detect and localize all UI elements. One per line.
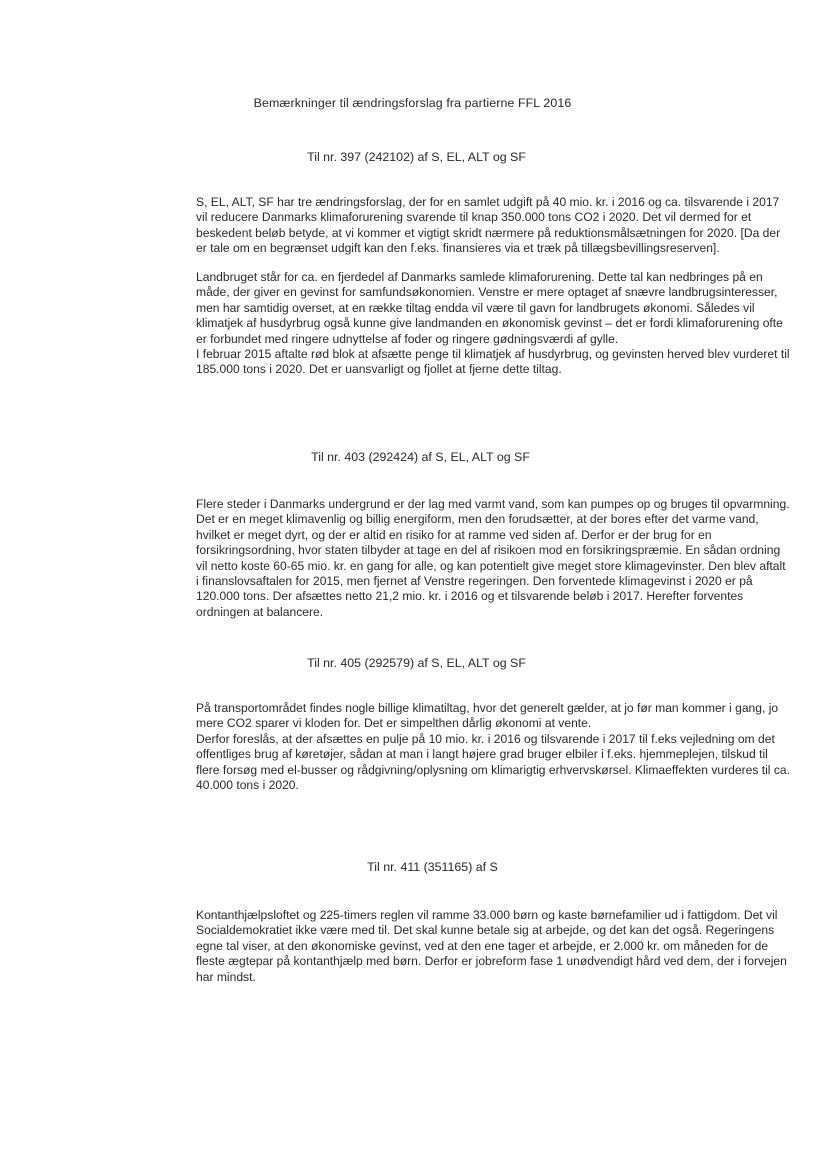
text-line: klimatjek af husdyrbrug også kunne give landmanden en økonomisk gevinst – det er fordi klimaforurening ofte — [196, 316, 783, 331]
text-line: offentliges brug af køretøjer, sådan at man i langt højere grad bruger elbiler i f.eks. hjemmeplejen, tilskud til — [196, 747, 768, 762]
paragraph — [196, 497, 790, 620]
text-line: 185.000 tons i 2020. Det er uansvarligt og fjollet at fjerne dette tiltag. — [196, 362, 562, 377]
text-line: har mindst. — [196, 969, 256, 984]
text-line: vil netto koste 60-65 mio. kr. en gang for alle, og kan potentielt give meget store klimagevinster. Den blev aftalt — [196, 558, 786, 573]
text-line: I februar 2015 aftalte rød blok at afsætte penge til klimatjek af husdyrbrug, og gevinsten herved blev vurderet til — [196, 347, 790, 362]
text-line: Flere steder i Danmarks undergrund er der lag med varmt vand, som kan pumpes op og bruges til opvarmning. — [196, 497, 790, 511]
text-line: På transportområdet findes nogle billige klimatiltag, hvor det generelt gælder, at jo før man kommer i gang, jo — [196, 701, 779, 715]
text-line: beskedent beløb betyde, at vi kommer et vigtigt skridt nærmere på reduktionsmålsætningen for 2020. [Da der — [196, 225, 781, 240]
text-line: egne tal viser, at den økonomiske gevinst, ved at den ene tager et arbejde, er 2.000 kr. om måneden for de — [196, 938, 769, 953]
section-heading: Til nr. 403 (292424) af S, EL, ALT og SF — [311, 450, 530, 464]
text-line: fleste ægtepar på kontanthjælp med børn. Derfor er jobreform fase 1 unødvendigt hård ved dem, der i forvejen — [196, 954, 787, 969]
section-heading: Til nr. 405 (292579) af S, EL, ALT og SF — [307, 656, 526, 670]
document-title: Bemærkninger til ændringsforslag fra partierne FFL 2016 — [253, 96, 572, 110]
text-line: måde, der giver en gevinst for samfundsøkonomien. Venstre er mere optaget af snævre landbrugsinteresser, — [196, 285, 778, 300]
section-heading: Til nr. 397 (242102) af S, EL, ALT og SF — [307, 150, 526, 164]
paragraph — [196, 908, 787, 985]
text-line: Kontanthjælpsloftet og 225-timers reglen vil ramme 33.000 børn og kaste børnefamilier ud i fattigdom. Det vil — [196, 908, 778, 922]
text-line: i finanslovsaftalen for 2015, men fjernet af Venstre regeringen. Den forventede klimagevinst i 2020 er på — [196, 574, 753, 589]
text-line: forsikringsordning, hvor staten tilbyder at tage en del af risikoen mod en forsikringspræmie. En sådan ordning — [196, 543, 781, 558]
paragraph — [196, 701, 790, 793]
text-line: er tale om en begrænset udgift kan den f.eks. finansieres via et træk på tillægsbevillingsreserven]. — [196, 241, 720, 256]
text-line: 40.000 tons i 2020. — [196, 778, 299, 793]
text-line: ordningen at balancere. — [196, 604, 324, 619]
paragraph — [196, 195, 781, 257]
text-line: Derfor foreslås, at der afsættes en pulje på 10 mio. kr. i 2016 og tilsvarende i 2017 til f.eks vejledning om det — [196, 731, 775, 746]
text-line: men har samtidig overset, at en række tiltag endda vil være til gavn for landbrugets økonomi. Således vil — [196, 300, 755, 315]
text-line: Socialdemokratiet ikke være med til. Det skal kunne betale sig at arbejde, og det kan det også. Regeringens — [196, 923, 775, 938]
text-line: flere forsøg med el-busser og rådgivning/oplysning om klimarigtig erhvervskørsel. Klimaeffekten vurderes til ca. — [196, 762, 790, 777]
paragraph — [196, 270, 790, 378]
text-line: mere CO2 sparer vi kloden for. Det er simpelthen dårlig økonomi at vente. — [196, 716, 592, 731]
text-line: 120.000 tons. Der afsættes netto 21,2 mio. kr. i 2016 og et tilsvarende beløb i 2017. Herefter forventes — [196, 589, 744, 604]
text-line: S, EL, ALT, SF har tre ændringsforslag, der for en samlet udgift på 40 mio. kr. i 2016 og ca. tilsvarende i 2017 — [196, 195, 780, 209]
text-line: vil reducere Danmarks klimaforurening svarende til knap 350.000 tons CO2 i 2020. Det vil dermed for et — [196, 210, 752, 225]
text-line: Landbruget står for ca. en fjerdedel af Danmarks samlede klimaforurening. Dette tal kan nedbringes på en — [196, 270, 763, 284]
section-heading: Til nr. 411 (351165) af S — [367, 860, 498, 874]
text-line: Det er en meget klimavenlig og billig energiform, men den forudsætter, at der bores efter det varme vand, — [196, 512, 759, 527]
text-line: hvilket er meget dyrt, og der er altid en risiko for at ramme ved siden af. Derfor er der brug for en — [196, 527, 712, 542]
text-line: er forbundet med ringere udnyttelse af foder og ringere gødningsværdi af gylle. — [196, 331, 619, 346]
